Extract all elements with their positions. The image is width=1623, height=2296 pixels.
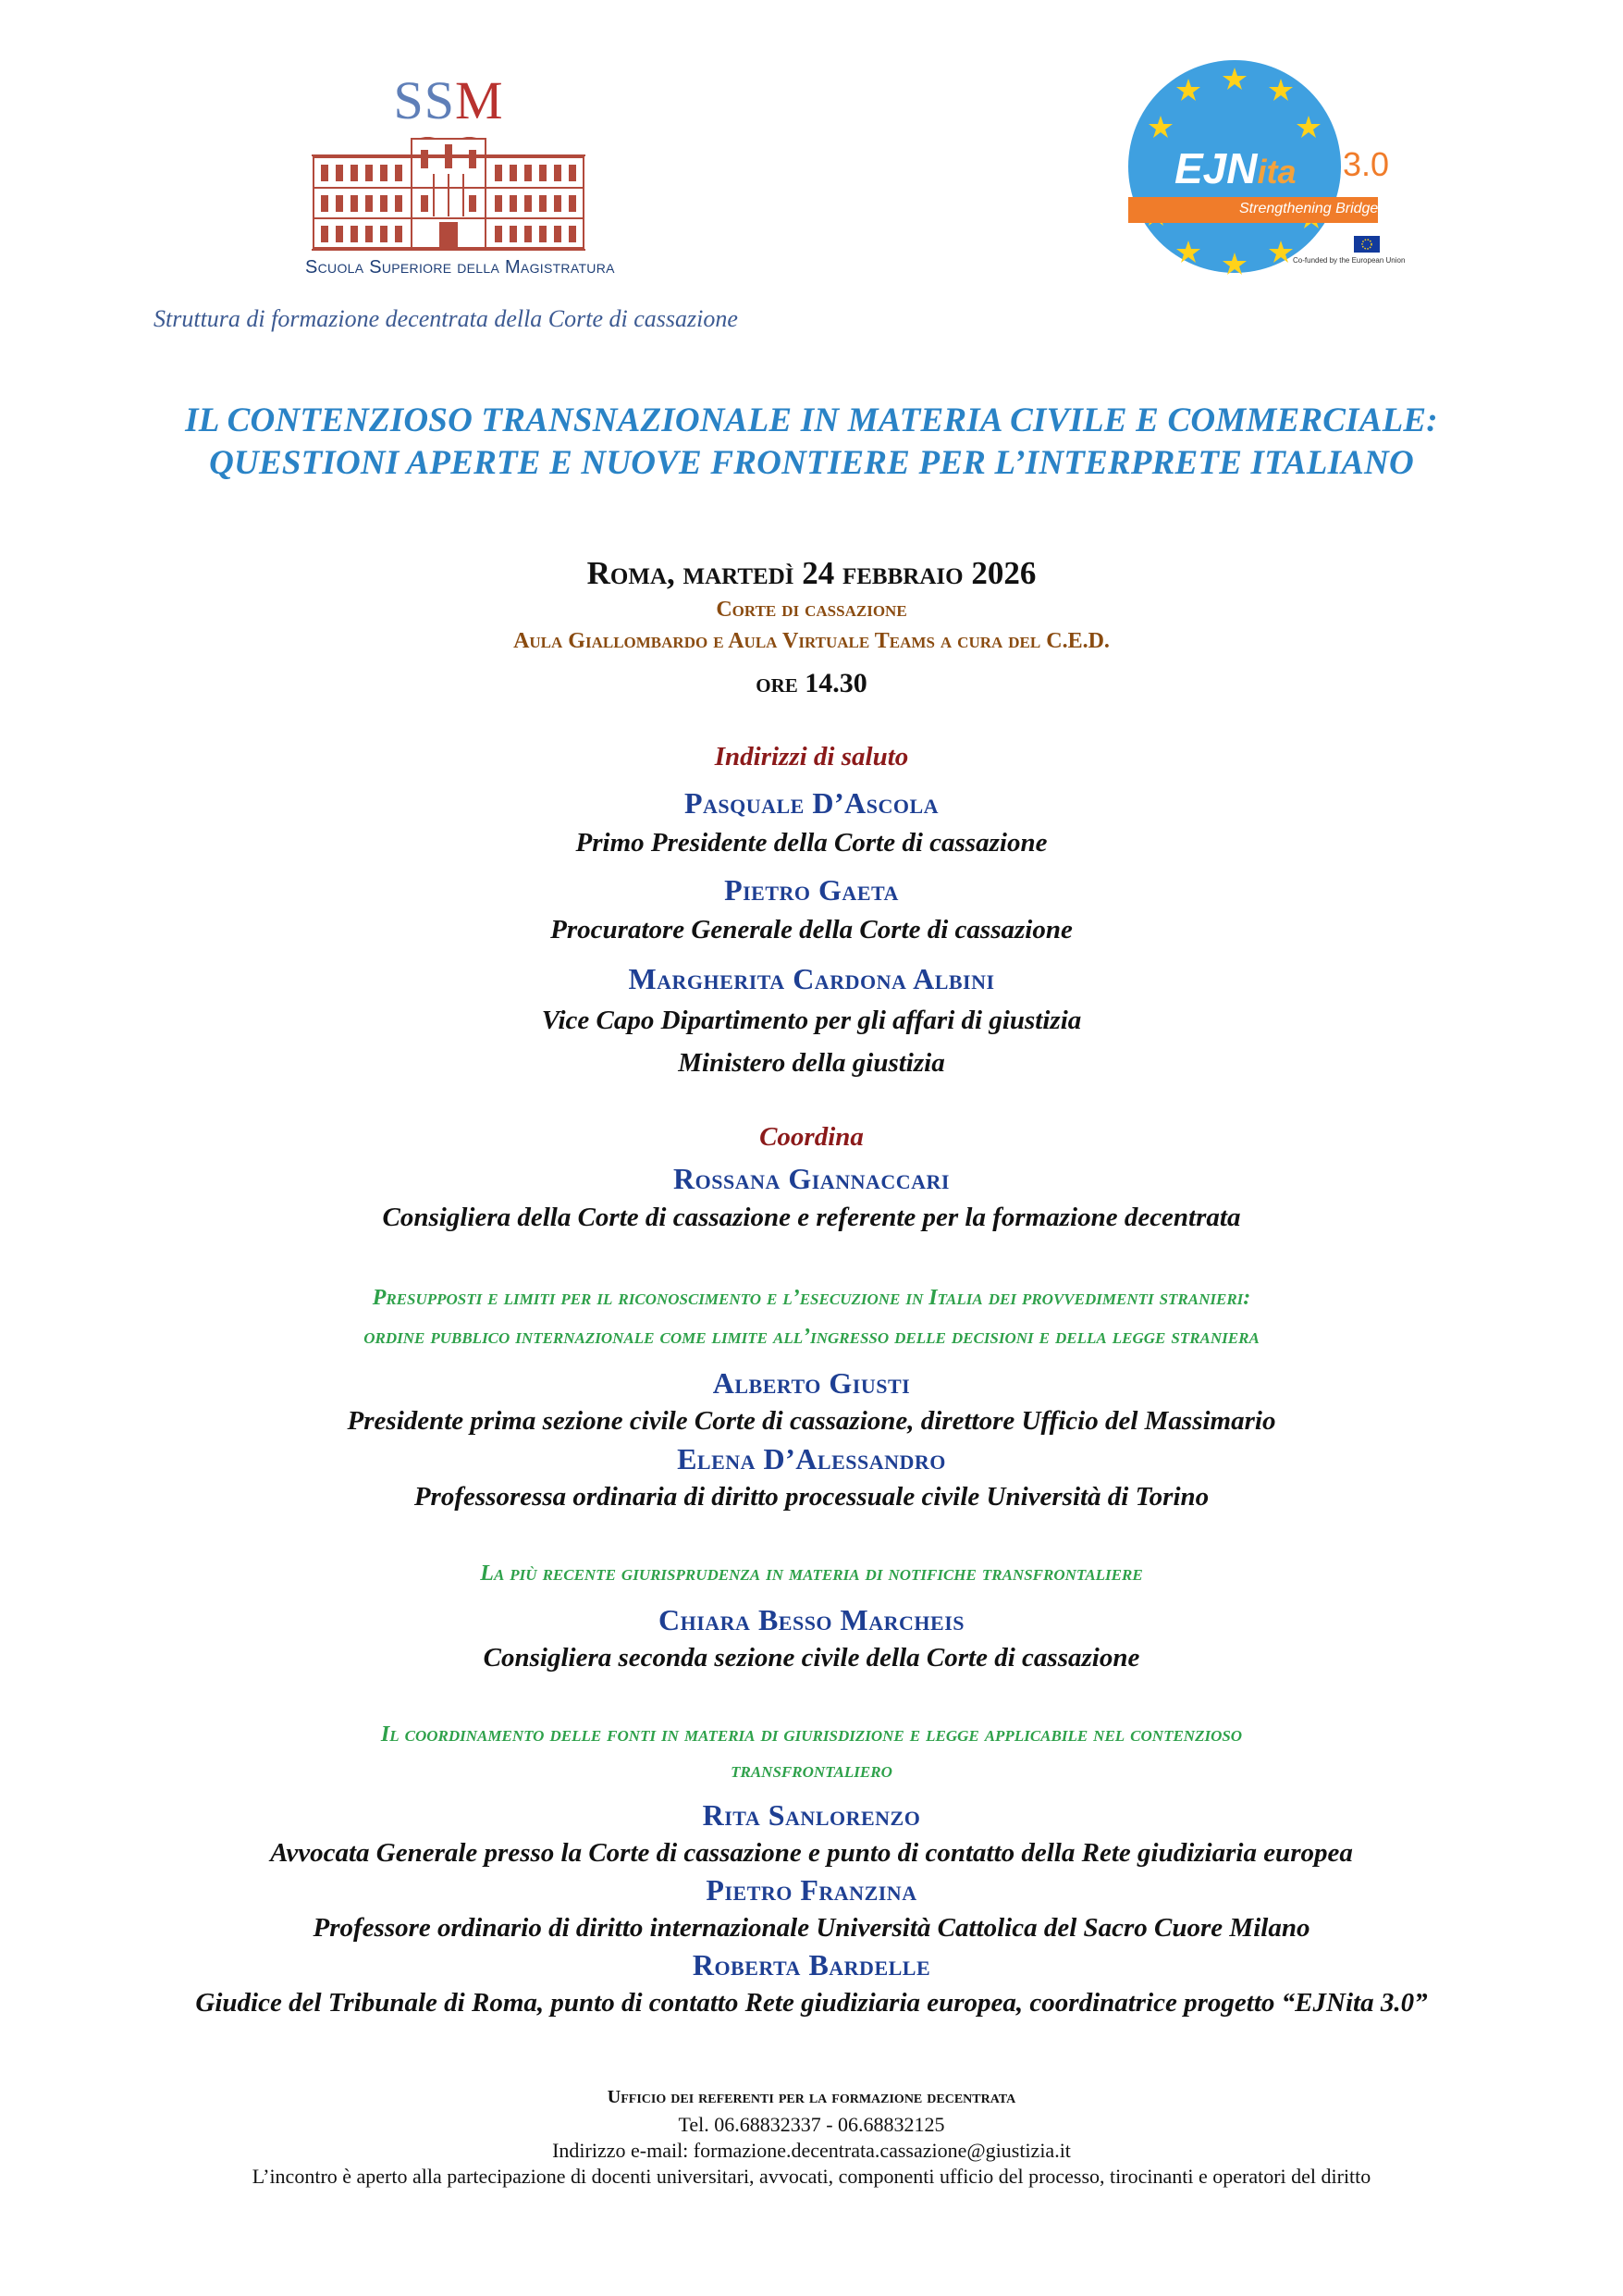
footer-email: Indirizzo e-mail: formazione.decentrata.cassazione@giustizia.it [552,2139,1071,2162]
topic-title-line-1: La più recente giurisprudenza in materia di notifiche transfrontaliere [480,1562,1143,1586]
event-title-line-1: IL CONTENZIOSO TRANSNAZIONALE IN MATERIA CIVILE E COMMERCIALE: [185,401,1438,439]
coordinator-name: Rossana Giannaccari [673,1162,950,1195]
topic-speaker-name: Chiara Besso Marcheis [658,1603,965,1636]
greeting-speaker-role-line-2: Ministero della giustizia [678,1048,945,1078]
greeting-speaker-name: Pasquale D’Ascola [683,786,940,820]
topic-speaker-role: Consigliera seconda sezione civile della Corte di cassazione [483,1643,1140,1673]
topic-speaker-role: Presidente prima sezione civile Corte di cassazione, direttore Ufficio del Massimario [347,1406,1276,1436]
event-date: Roma, martedì 24 febbraio 2026 [586,555,1037,591]
event-venue: Corte di cassazione [716,598,907,622]
ssm-acronym: SSM [393,70,504,130]
topic-speaker-role: Professore ordinario di diritto internazionale Università Cattolica del Sacro Cuore Milano [313,1913,1310,1943]
coordinator-role: Consigliera della Corte di cassazione e referente per la formazione decentrata [382,1203,1241,1232]
footer-office: Ufficio dei referenti per la formazione decentrata [607,2087,1016,2107]
topic-speaker-name: Roberta Bardelle [692,1948,931,1981]
topic-title-line-2: transfrontaliero [731,1759,892,1783]
greeting-speaker-role: Vice Capo Dipartimento per gli affari di giustizia [541,1006,1082,1035]
ejn-cofund: Co-funded by the European Union [1293,256,1406,265]
palace-building-icon [310,137,587,253]
topic-speaker-role: Giudice del Tribunale di Roma, punto di contatto Rete giudiziaria europea, coordinatrice progetto “EJNita 3.0” [195,1988,1428,2018]
topic-speaker-role: Professoressa ordinaria di diritto processuale civile Università di Torino [413,1482,1210,1512]
ssm-logo [305,70,615,285]
footer-phone: Tel. 06.68832337 - 06.68832125 [678,2113,945,2136]
ejn-tagline: Strengthening Bridges [1239,201,1386,216]
greetings-heading: Indirizzi di saluto [714,742,909,772]
event-title-line-2: QUESTIONI APERTE E NUOVE FRONTIERE PER L’INTERPRETE ITALIANO [209,444,1414,482]
training-structure-line: Struttura di formazione decentrata della Corte di cassazione [154,305,738,332]
topic-speaker-name: Rita Sanlorenzo [702,1798,921,1832]
ejn-version: 3.0 [1343,145,1390,183]
topic-speaker-role: Avvocata Generale presso la Corte di cassazione e punto di contatto della Rete giudiziaria europea [270,1838,1353,1868]
greeting-speaker-role: Primo Presidente della Corte di cassazione [575,828,1048,858]
topic-title-line-1: Presupposti e limiti per il riconoscimento e l’esecuzione in Italia dei provvedimenti stranieri: [372,1286,1251,1310]
topic-speaker-name: Alberto Giusti [712,1366,911,1400]
ejn-logo [1128,51,1406,282]
eu-flag-icon [1354,236,1380,253]
greeting-speaker-role: Procuratore Generale della Corte di cassazione [550,915,1073,944]
footer-note: L’incontro è aperto alla partecipazione di docenti universitari, avvocati, componenti ufficio del processo, tirocinanti e operatori del diritto [252,2165,1371,2188]
event-rooms: Aula Giallombardo e Aula Virtuale Teams a cura del C.E.D. [513,629,1110,653]
greeting-speaker-name: Margherita Cardona Albini [628,962,995,995]
coordination-heading: Coordina [759,1122,864,1152]
topic-speaker-name: Elena D’Alessandro [677,1442,946,1475]
greeting-speaker-name: Pietro Gaeta [724,873,899,907]
ssm-name: Scuola Superiore della Magistratura [305,257,615,278]
topic-title-line-2: ordine pubblico internazionale come limite all’ingresso delle decisioni e della legge straniera [363,1325,1260,1349]
topic-speaker-name: Pietro Franzina [706,1873,917,1907]
event-time: ore 14.30 [756,668,867,698]
topic-title-line-1: Il coordinamento delle fonti in materia di giurisdizione e legge applicabile nel contenzioso [380,1722,1243,1747]
ejn-brand: EJNita [1174,144,1297,192]
